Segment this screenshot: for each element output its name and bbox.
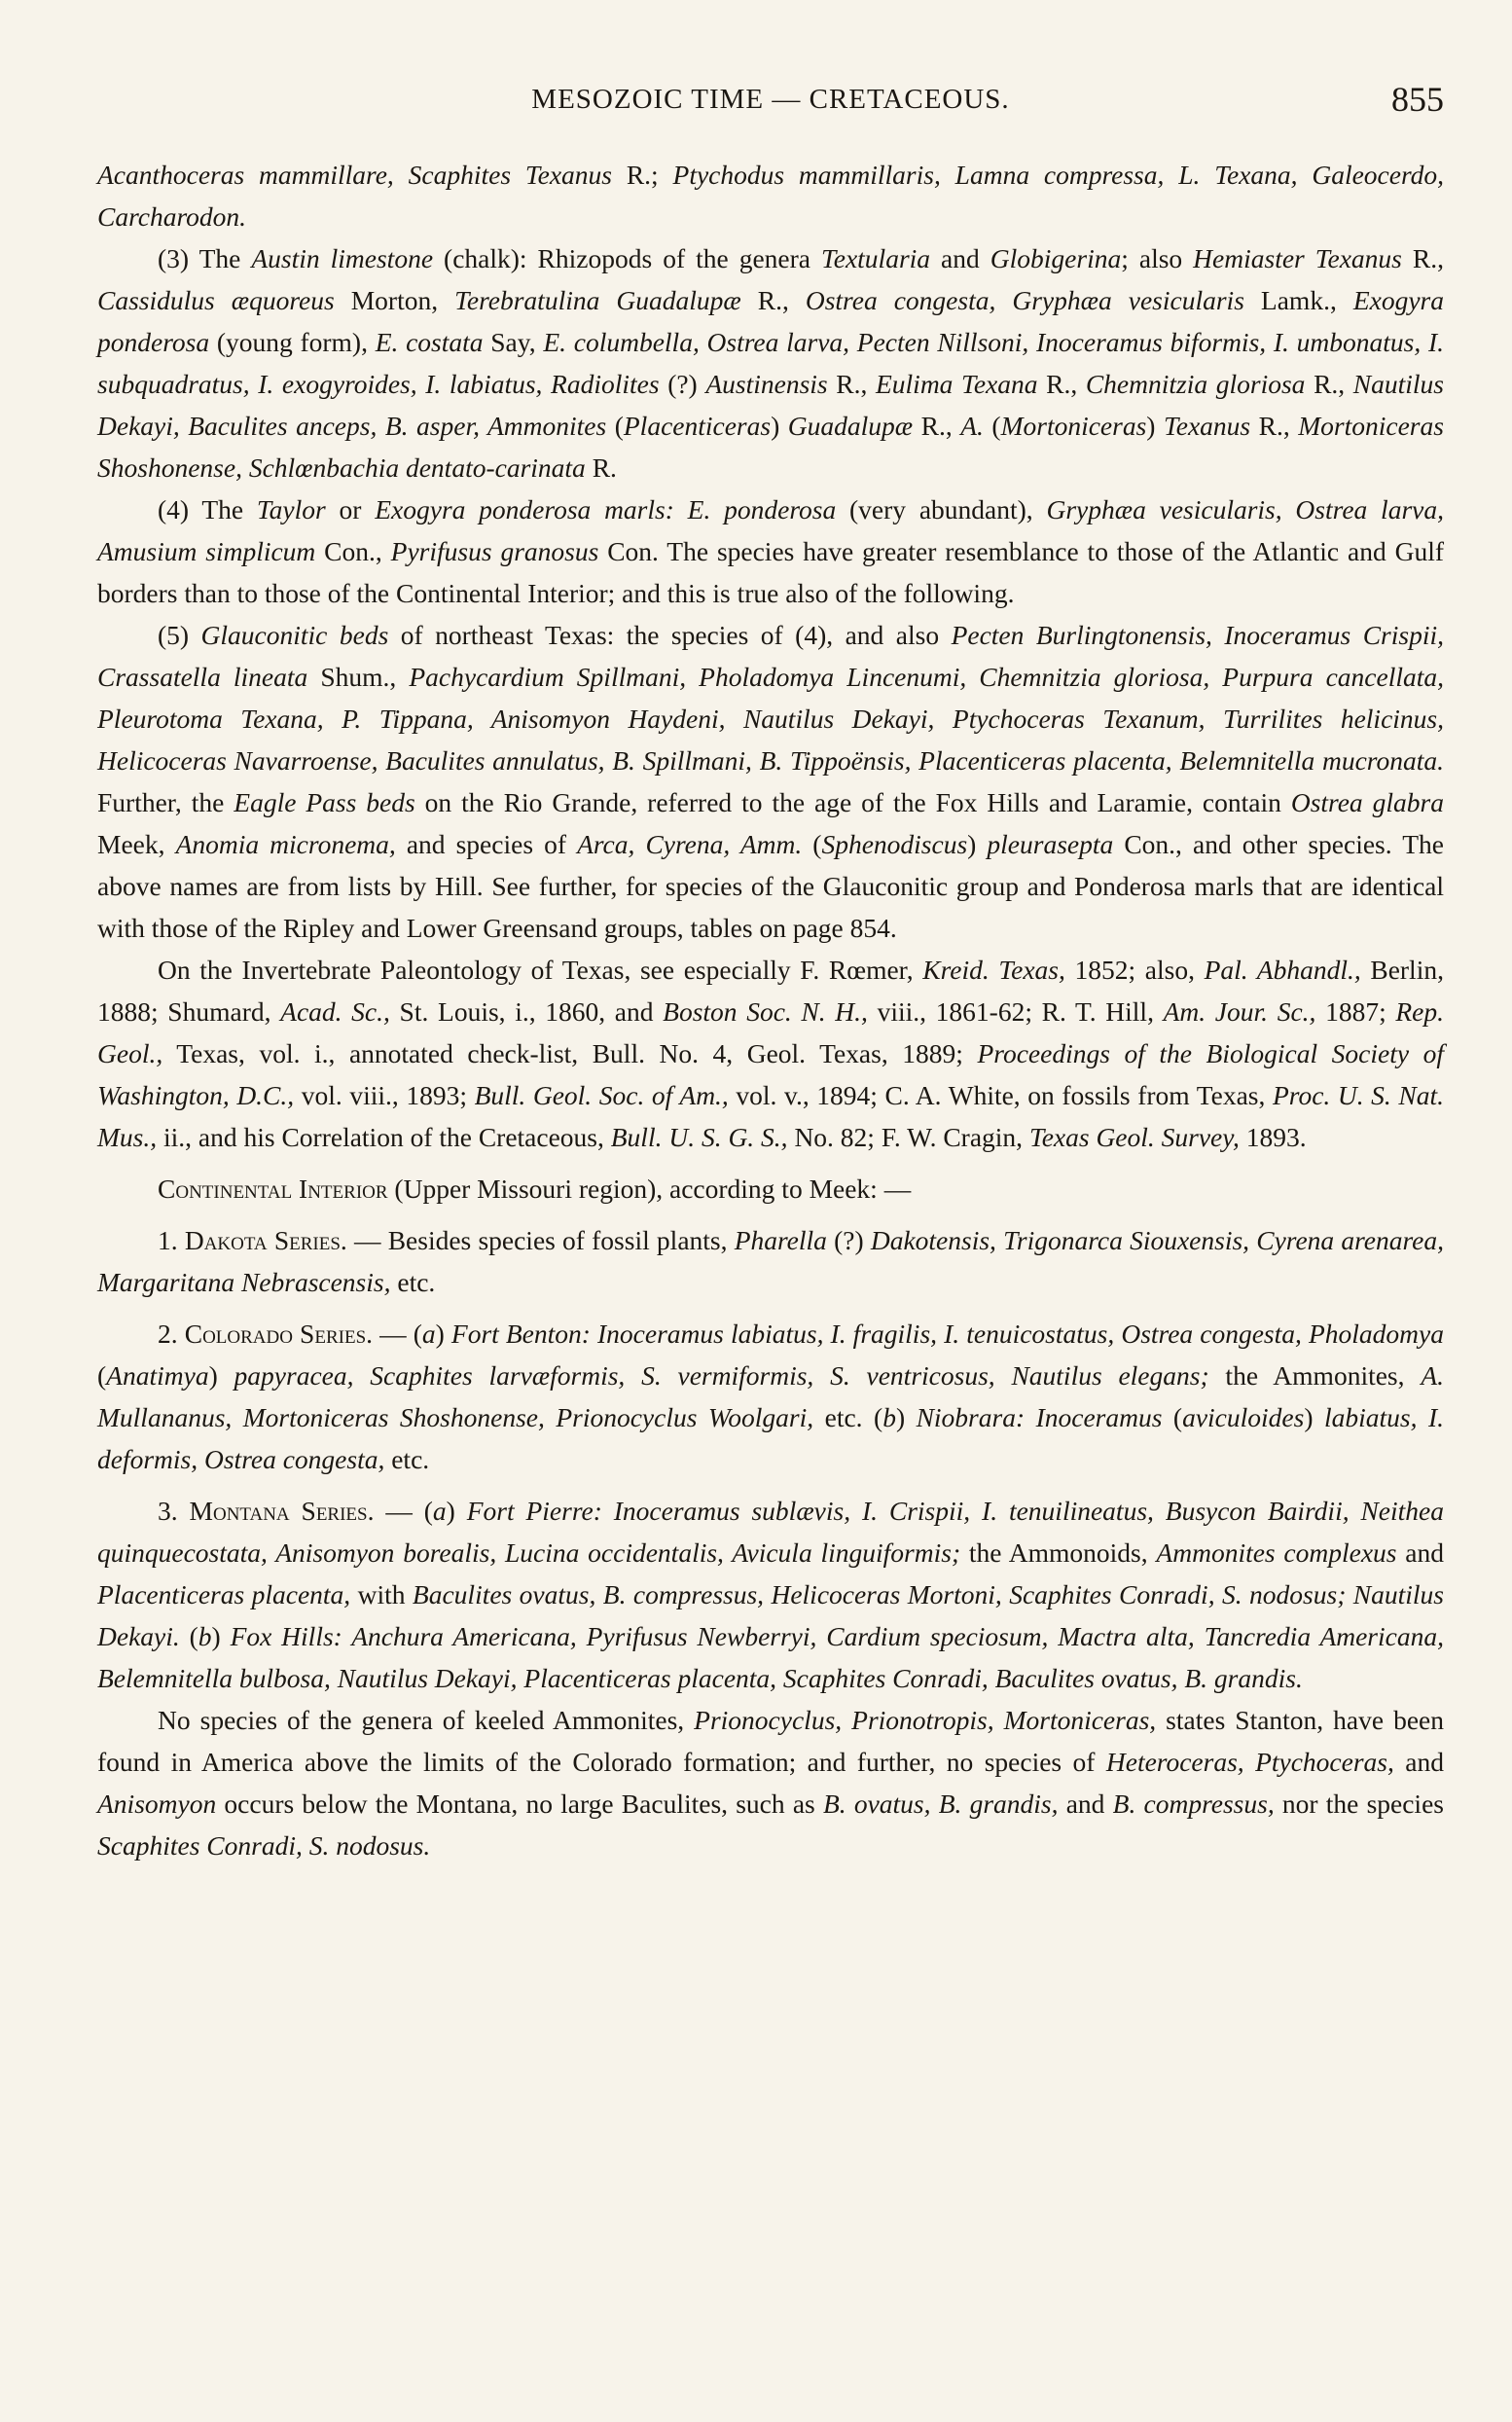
italic-text: Baculites ovatus, B. compressus, Helicoceras Mortoni, Scaphites Conradi, S. nodosus; Nautilus Dekayi. [97,1579,1444,1651]
text-run: R., [740,285,806,315]
text-run: vol. v., 1894; C. A. White, on fossils from Texas, [728,1080,1273,1110]
italic-text: Anatimya [106,1360,209,1391]
text-run: ) [211,1621,231,1651]
italic-text: Boston Soc. N. H., [663,996,868,1027]
text-run: or [325,494,376,524]
italic-text: Proceedings of the Biological Society of Washington, D.C., [97,1038,1444,1110]
italic-text: Ptychodus mammillaris, Lamna compressa, L. Texana, Galeocerdo, Carcharodon. [97,160,1445,232]
text-run: Lamk., [1243,285,1353,315]
text-run: ( [1162,1402,1183,1432]
text-run: (4) The [158,494,257,524]
italic-text: Bull. Geol. Soc. of Am., [474,1080,729,1110]
italic-text: Eulima Texana [875,369,1038,399]
text-run: ( [179,1621,198,1651]
italic-text: Ammonites complexus [1156,1537,1397,1568]
italic-text: Mortoniceras Shoshonense, Schlœnbachia dentato-carinata [97,411,1444,483]
paragraph [97,949,1444,1158]
italic-text: B. compressus, [1112,1789,1275,1819]
italic-text: Pharella [734,1225,827,1255]
text-run: (5) [158,620,201,650]
italic-text: pleurasepta [987,829,1114,859]
text-run: — Besides species of fossil plants, [346,1225,735,1255]
text-run: ; also [1121,243,1194,273]
text-run: etc. [390,1267,436,1297]
paragraph [97,1699,1444,1866]
page-number: 855 [1391,80,1444,119]
italic-text: Fort Pierre: Inoceramus sublævis, I. Crispii, I. tenuilineatus, Busycon Bairdii, Neithea quinquecostata, Anisomyon borealis, Lucina occidentalis, Avicula linguiformis; [97,1496,1445,1568]
text-run: (very abundant), [836,494,1047,524]
text-run: ) [771,411,788,441]
italic-text: Texas Geol. Survey, [1028,1122,1240,1152]
text-run: ( [983,411,1001,441]
italic-text: a [421,1319,436,1349]
text-run: states Stanton, have been found in America above the limits of the Colorado formation; and further, no species of [97,1705,1445,1777]
italic-text: Pal. Abhandl., [1204,955,1361,985]
italic-text: Dakotensis, Trigonarca Siouxensis, Cyrena arenarea, Margaritana Nebrascensis, [97,1225,1445,1297]
italic-text: Guadalupæ [787,411,914,441]
text-run: ( [606,411,624,441]
italic-text: Placenticeras [623,411,772,441]
text-run: ii., and his Correlation of the Cretaceous, [157,1122,611,1152]
text-run: 1893. [1239,1122,1307,1152]
italic-text: Anisomyon [97,1789,217,1819]
text-run: Meek, [97,829,176,859]
text-run: (?) [826,1225,871,1255]
text-run: No species of the genera of keeled Ammonites, [158,1705,695,1735]
paragraph [97,1219,1444,1303]
paragraph [97,1490,1444,1699]
text-run: R., [827,369,876,399]
italic-text: Exogyra ponderosa marls: E. ponderosa [375,494,837,524]
italic-text: labiatus, I. deformis, Ostrea congesta, [97,1402,1444,1474]
italic-text: Ostrea glabra [1290,787,1444,817]
text-run: ) [1146,411,1164,441]
text-run: on the Rio Grande, referred to the age of the Fox Hills and Laramie, contain [414,787,1291,817]
italic-text: Terebratulina Guadalupæ [454,285,741,315]
italic-text: Proc. U. S. Nat. Mus., [97,1080,1444,1152]
italic-text: Acad. Sc., [280,996,390,1027]
text-run: On the Invertebrate Paleontology of Texas, see especially F. Rœmer, [158,955,923,985]
italic-text: a [432,1496,447,1526]
text-run: No. 82; F. W. Cragin, [787,1122,1029,1152]
italic-text: b [882,1402,896,1432]
italic-text: Taylor [256,494,326,524]
italic-text: Nautilus Dekayi, Baculites anceps, B. asper, Ammonites [97,369,1445,441]
text-run: Berlin, 1888; Shumard, [97,955,1444,1027]
italic-text: Scaphites Conradi, S. nodosus. [97,1830,431,1861]
text-run: and [1396,1537,1444,1568]
text-run: R., [1037,369,1086,399]
italic-text: Heteroceras, Ptychoceras, [1105,1747,1394,1777]
text-run: R., [1401,243,1444,273]
text-run: etc. ( [813,1402,883,1432]
italic-text: aviculoides [1182,1402,1305,1432]
italic-text: Pyrifusus granosus [390,536,599,566]
paragraph [97,1313,1444,1480]
italic-text: Acanthoceras mammillare, Scaphites Texanus [97,160,612,190]
italic-text: Am. Jour. Sc., [1163,996,1316,1027]
section-heading: Dakota Series. [184,1225,347,1255]
text-run: ( [802,829,822,859]
italic-text: Textularia [820,243,931,273]
text-run: — ( [373,1319,422,1349]
text-run: of northeast Texas: the species of (4), and also [388,620,952,650]
text-run: Con. The species have greater resemblance to those of the Atlantic and Gulf borders than to those of the Continental Interior; and this is true also of the following. [97,536,1444,608]
italic-text: papyracea, Scaphites larvæformis, S. vermiformis, S. ventricosus, Nautilus elegans; [234,1360,1209,1391]
italic-text: Hemiaster Texanus [1193,243,1402,273]
italic-text: Austin limestone [251,243,434,273]
text-run: vol. viii., 1893; [294,1080,475,1110]
text-run: viii., 1861-62; R. T. Hill, [867,996,1164,1027]
italic-text: Arca, Cyrena, Amm. [577,829,803,859]
text-run: 1. [158,1225,185,1255]
paragraph [97,488,1444,614]
italic-text: Bull. U. S. G. S., [610,1122,788,1152]
italic-text: A. Mullananus, Mortoniceras Shoshonense, Prionocyclus Woolgari, [97,1360,1444,1432]
italic-text: Rep. Geol., [97,996,1445,1068]
text-run: (chalk): Rhizopods of the genera [433,243,821,273]
text-run: — ( [374,1496,433,1526]
text-run: and [1058,1789,1113,1819]
text-run: R., [1250,411,1299,441]
text-run: Morton, [334,285,455,315]
text-run: and species of [395,829,578,859]
section-heading: Colorado Series. [184,1319,374,1349]
paragraph [97,1168,1444,1210]
running-title: MESOZOIC TIME — CRETACEOUS. [531,84,1010,115]
italic-text: Mortoniceras [1000,411,1147,441]
italic-text: E. costata [375,327,484,357]
italic-text: Fox Hills: Anchura Americana, Pyrifusus Newberryi, Cardium speciosum, Mactra alta, Tancredia Americana, Belemnitella bulbosa, Nautilus Dekayi, Placenticeras placenta, Scaphites Conradi, Baculites ovatus, B. grandis. [97,1621,1444,1693]
text-run: ) [435,1319,451,1349]
text-run: (3) The [158,243,252,273]
italic-text: Kreid. Texas, [922,955,1065,985]
italic-text: Anomia micronema, [175,829,396,859]
body-text [97,154,1444,1866]
italic-text: Globigerina [990,243,1122,273]
section-heading: Montana Series. [189,1496,375,1526]
italic-text: Niobrara: Inoceramus [916,1402,1163,1432]
italic-text: Exogyra ponderosa [97,285,1445,357]
text-run: Con., [315,536,391,566]
italic-text: Fort Benton: Inoceramus labiatus, I. fragilis, I. tenuicostatus, Ostrea congesta, Pholadomya [450,1319,1445,1349]
italic-text: A. [960,411,984,441]
paragraph [97,237,1444,488]
text-run: 3. [158,1496,190,1526]
text-run: Con., and other species. The above names are from lists by Hill. See further, for species of the Glauconitic group and Ponderosa marls that are identical with those of the Ripley and Lower Greensand groups, tables on page 854. [97,829,1444,943]
italic-text: Austinensis [705,369,828,399]
text-run: Texas, vol. i., annotated check-list, Bull. No. 4, Geol. Texas, 1889; [162,1038,978,1068]
text-run: ) [895,1402,917,1432]
text-run: (?) [659,369,706,399]
italic-text: Texanus [1163,411,1251,441]
text-run: occurs below the Montana, no large Baculites, such as [216,1789,823,1819]
text-run: ) [1304,1402,1324,1432]
text-run: ) [208,1360,234,1391]
text-run: Say, [483,327,544,357]
italic-text: Ostrea congesta, Gryphæa vesicularis [805,285,1244,315]
text-run: ) [446,1496,467,1526]
italic-text: Gryphæa vesicularis, Ostrea larva, Amusium simplicum [97,494,1444,566]
italic-text: Sphenodiscus [821,829,968,859]
text-run: the Ammonoids, [960,1537,1157,1568]
italic-text: Pecten Burlingtonensis, Inoceramus Crispii, Crassatella lineata [97,620,1444,692]
running-head [97,68,1444,130]
text-run: R., [913,411,961,441]
text-run: Shum., [307,662,410,692]
text-run: R.; [612,160,673,190]
text-run: and [930,243,990,273]
paragraph [97,154,1444,237]
italic-text: Prionocyclus, Prionotropis, Mortoniceras, [694,1705,1157,1735]
text-run: 1887; [1315,996,1396,1027]
italic-text: Chemnitzia gloriosa [1085,369,1306,399]
italic-text: B. ovatus, B. grandis, [822,1789,1059,1819]
text-run: R., [1305,369,1353,399]
text-run: ) [967,829,988,859]
text-run: Further, the [97,787,234,817]
italic-text: Cassidulus æquoreus [97,285,335,315]
text-run: ( [97,1360,107,1391]
text-run: R. [585,452,617,483]
paragraph [97,614,1444,949]
italic-text: Placenticeras placenta, [97,1579,351,1609]
text-run: etc. [384,1444,430,1474]
text-run: (Upper Missouri region), according to Meek: — [387,1174,912,1204]
text-run: 2. [158,1319,185,1349]
text-run: nor the species [1274,1789,1444,1819]
italic-text: Pachycardium Spillmani, Pholadomya Lincenumi, Chemnitzia gloriosa, Purpura cancellata, Pleurotoma Texana, P. Tippana, Anisomyon Haydeni, Nautilus Dekayi, Ptychoceras Texanum, Turrilites helicinus, Helicoceras Navarroense, Baculites annulatus, B. Spillmani, B. Tippoënsis, Placenticeras placenta, Belemnitella mucronata. [97,662,1444,776]
italic-text: Eagle Pass beds [234,787,415,817]
text-run: St. Louis, i., 1860, and [389,996,664,1027]
text-run: (young form), [209,327,376,357]
text-run: and [1393,1747,1444,1777]
italic-text: b [198,1621,212,1651]
text-run: with [350,1579,413,1609]
italic-text: Glauconitic beds [200,620,389,650]
italic-text: E. columbella, Ostrea larva, Pecten Nillsoni, Inoceramus biformis, I. umbonatus, I. subquadratus, I. exogyroides, I. labiatus, Radiolites [97,327,1444,399]
text-run: the Ammonites, [1208,1360,1422,1391]
section-heading: Continental Interior [158,1174,388,1204]
text-run: 1852; also, [1064,955,1205,985]
